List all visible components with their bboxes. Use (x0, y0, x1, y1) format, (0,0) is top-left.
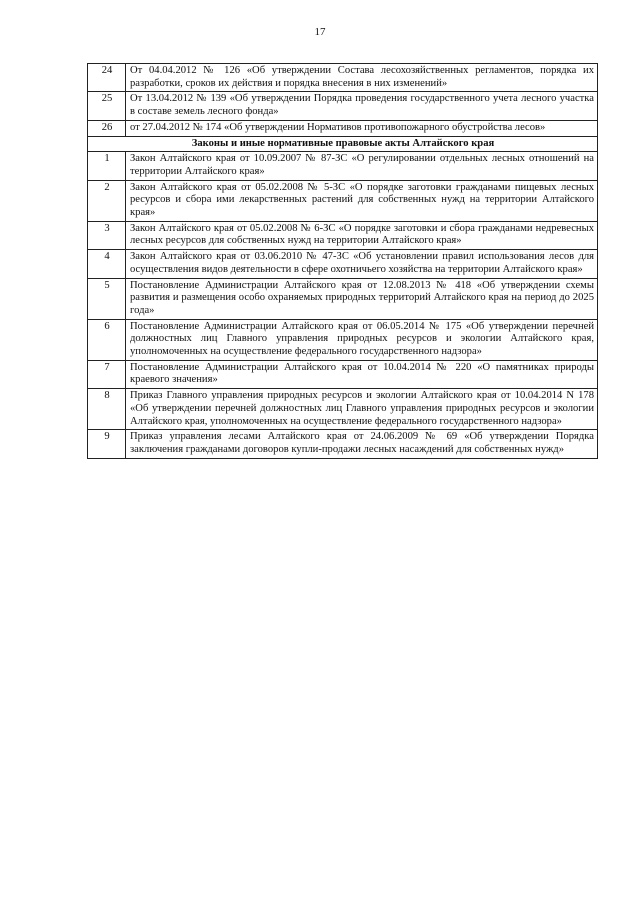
section-title: Законы и иные нормативные правовые акты Алтайского края (88, 136, 598, 152)
legal-acts-table (87, 63, 598, 459)
row-number: 7 (88, 360, 126, 388)
row-number: 26 (88, 120, 126, 136)
row-text: От 13.04.2012 № 139 «Об утверждении Порядка проведения государственного учета лесного участка в составе земель лесного фонда» (126, 92, 598, 120)
row-number: 1 (88, 152, 126, 180)
row-text: Постановление Администрации Алтайского края от 10.04.2014 № 220 «О памятниках природы краевого значения» (126, 360, 598, 388)
table-row (88, 319, 598, 360)
row-text: от 27.04.2012 № 174 «Об утверждении Нормативов противопожарного обустройства лесов» (126, 120, 598, 136)
row-text: Закон Алтайского края от 03.06.2010 № 47-ЗС «Об установлении правил использования лесов для осуществления видов деятельности в сфере охотничьего хозяйства на территории Алтайского края» (126, 250, 598, 278)
row-text: Закон Алтайского края от 05.02.2008 № 6-ЗС «О порядке заготовки и сбора гражданами недревесных лесных ресурсов для собственных нужд на территории Алтайского края» (126, 221, 598, 249)
row-text: Постановление Администрации Алтайского края от 06.05.2014 № 175 «Об утверждении перечней должностных лиц Главного управления природных ресурсов и экологии Алтайского края, уполномоченных на осуществление федерального государственного надзора» (126, 319, 598, 360)
table-row (88, 430, 598, 458)
row-text: Приказ управления лесами Алтайского края от 24.06.2009 № 69 «Об утверждении Порядка заключения гражданами договоров купли-продажи лесных насаждений для собственных нужд» (126, 430, 598, 458)
row-number: 4 (88, 250, 126, 278)
table-row (88, 360, 598, 388)
table-row (88, 64, 598, 92)
row-number: 25 (88, 92, 126, 120)
row-text: Постановление Администрации Алтайского края от 12.08.2013 № 418 «Об утверждении схемы развития и размещения особо охраняемых природных территорий Алтайского края на период до 2025 года» (126, 278, 598, 319)
table-row (88, 92, 598, 120)
row-number: 8 (88, 389, 126, 430)
row-number: 24 (88, 64, 126, 92)
row-number: 6 (88, 319, 126, 360)
row-number: 9 (88, 430, 126, 458)
section-header-row (88, 136, 598, 152)
table-row (88, 180, 598, 221)
table-row (88, 221, 598, 249)
table-row (88, 389, 598, 430)
table-row (88, 152, 598, 180)
table-row (88, 278, 598, 319)
row-number: 2 (88, 180, 126, 221)
table-row (88, 120, 598, 136)
page-number: 17 (314, 26, 326, 38)
row-text: Закон Алтайского края от 10.09.2007 № 87-ЗС «О регулировании отдельных лесных отношений на территории Алтайского края» (126, 152, 598, 180)
table-row (88, 250, 598, 278)
row-text: От 04.04.2012 № 126 «Об утверждении Состава лесохозяйственных регламентов, порядка их разработки, сроков их действия и порядка внесения в них изменений» (126, 64, 598, 92)
row-text: Закон Алтайского края от 05.02.2008 № 5-ЗС «О порядке заготовки гражданами пищевых лесных ресурсов и сбора ими лекарственных растений для собственных нужд на территории Алтайского края» (126, 180, 598, 221)
row-text: Приказ Главного управления природных ресурсов и экологии Алтайского края от 10.04.2014 N 178 «Об утверждении перечней должностных лиц Главного управления природных ресурсов и экологии Алтайского края, уполномоченных на осуществление федерального государственного надзора» (126, 389, 598, 430)
row-number: 5 (88, 278, 126, 319)
row-number: 3 (88, 221, 126, 249)
